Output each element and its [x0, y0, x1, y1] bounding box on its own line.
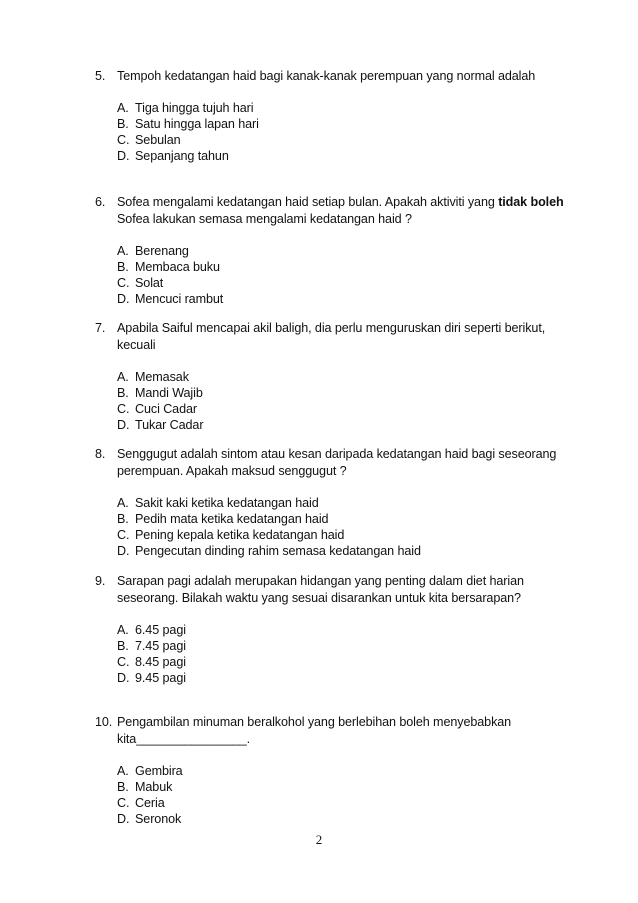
question-8 — [95, 446, 565, 559]
page-number: 2 — [315, 832, 323, 847]
option-a: A. Sakit kaki ketika kedatangan haid — [117, 496, 319, 510]
option-a: A. Gembira — [117, 764, 183, 778]
option-b: B. Pedih mata ketika kedatangan haid — [117, 512, 329, 526]
option-d: D. 9.45 pagi — [117, 671, 186, 685]
question-number: 7. — [95, 321, 106, 335]
option-c: C. Sebulan — [117, 133, 181, 147]
option-list — [117, 243, 565, 307]
emphasis-text: tidak boleh — [498, 195, 564, 209]
option-d: D. Tukar Cadar — [117, 418, 204, 432]
option-a: A. Tiga hingga tujuh hari — [117, 101, 254, 115]
option-c: C. Pening kepala ketika kedatangan haid — [117, 528, 345, 542]
question-text: Apabila Saiful mencapai akil baligh, dia perlu menguruskan diri seperti berikut, kecuali — [117, 321, 546, 352]
option-list — [117, 369, 565, 433]
option-d: D. Mencuci rambut — [117, 292, 224, 306]
option-c: C. Cuci Cadar — [117, 402, 197, 416]
option-list — [117, 495, 565, 559]
option-c: C. Solat — [117, 276, 164, 290]
question-number: 6. — [95, 195, 106, 209]
question-6 — [95, 194, 565, 307]
option-list — [117, 622, 565, 686]
question-10 — [95, 714, 565, 827]
question-5 — [95, 68, 565, 164]
question-text: Senggugut adalah sintom atau kesan daripada kedatangan haid bagi seseorang perempuan. Apakah maksud senggugut ? — [117, 447, 557, 478]
question-number: 10. — [95, 715, 113, 729]
option-c: C. Ceria — [117, 796, 165, 810]
option-list — [117, 763, 565, 827]
option-d: D. Seronok — [117, 812, 182, 826]
question-number: 5. — [95, 69, 106, 83]
option-a: A. 6.45 pagi — [117, 623, 186, 637]
question-text: Sofea mengalami kedatangan haid setiap bulan. Apakah aktiviti yang tidak boleh Sofea lakukan semasa mengalami kedatangan haid ? — [117, 195, 564, 226]
question-text: Sarapan pagi adalah merupakan hidangan yang penting dalam diet harian seseorang. Bilakah waktu yang sesuai disarankan untuk kita bersarapan? — [117, 574, 524, 605]
option-b: B. Mabuk — [117, 780, 173, 794]
option-d: D. Sepanjang tahun — [117, 149, 229, 163]
question-9 — [95, 573, 565, 686]
option-b: B. Satu hingga lapan hari — [117, 117, 259, 131]
question-7 — [95, 320, 565, 433]
question-text: Tempoh kedatangan haid bagi kanak-kanak perempuan yang normal adalah — [117, 69, 536, 83]
option-b: B. Mandi Wajib — [117, 386, 203, 400]
option-c: C. 8.45 pagi — [117, 655, 186, 669]
option-b: B. 7.45 pagi — [117, 639, 186, 653]
option-a: A. Memasak — [117, 370, 189, 384]
question-number: 8. — [95, 447, 106, 461]
option-a: A. Berenang — [117, 244, 189, 258]
option-d: D. Pengecutan dinding rahim semasa kedatangan haid — [117, 544, 421, 558]
option-b: B. Membaca buku — [117, 260, 220, 274]
option-list — [117, 100, 565, 164]
question-number: 9. — [95, 574, 106, 588]
question-text: Pengambilan minuman beralkohol yang berlebihan boleh menyebabkan kita________________. — [117, 715, 512, 746]
